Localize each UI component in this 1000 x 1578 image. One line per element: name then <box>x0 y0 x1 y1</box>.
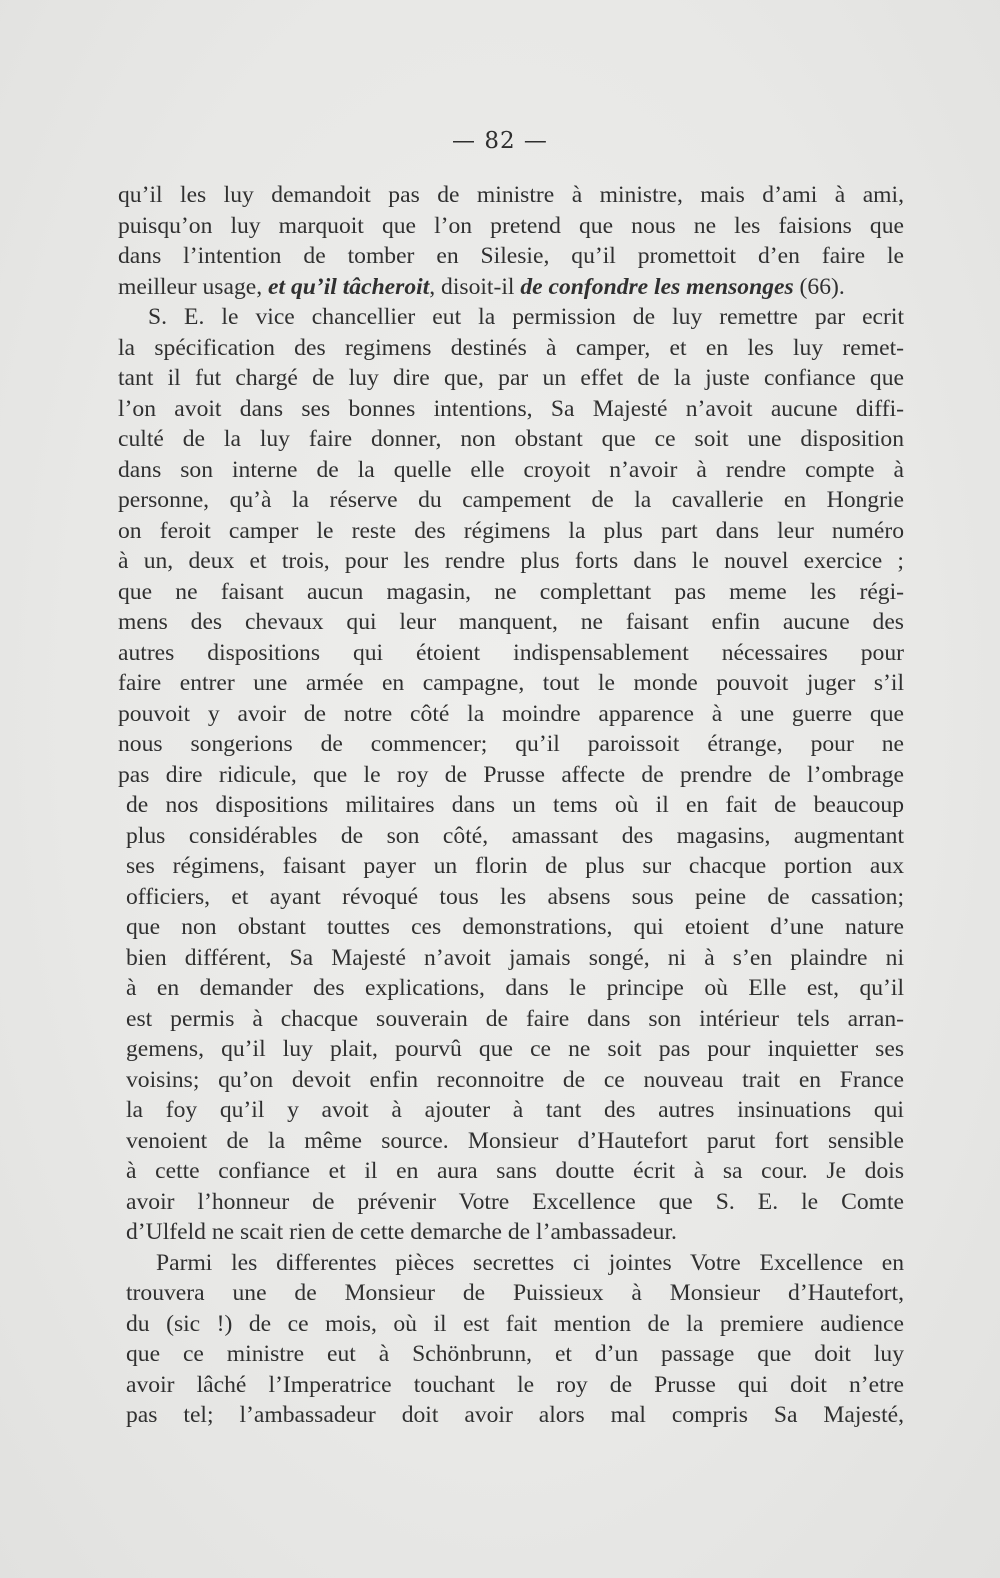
paragraph-start: Parmi les differentes pièces secrettes ci jointes Votre Excellence en <box>156 1249 904 1276</box>
text-line: mens des chevaux qui leur manquent, ne faisant enfin aucune des <box>118 609 904 635</box>
text-line: officiers, et ayant révoqué tous les absens sous peine de cassation; <box>126 883 904 910</box>
text-line: à cette confiance et il en aura sans doutte écrit à sa cour. Je dois <box>126 1158 904 1184</box>
body-text <box>118 180 904 1431</box>
text-line: pas tel; l’ambassadeur doit avoir alors mal compris Sa Majesté, <box>126 1402 904 1428</box>
text-line: trouvera une de Monsieur de Puissieux à Monsieur d’Hautefort, <box>126 1280 904 1306</box>
text-line: gemens, qu’il luy plait, pourvû que ce ne soit pas pour inquietter ses <box>126 1036 904 1062</box>
text-line: venoient de la même source. Monsieur d’Hautefort parut fort sensible <box>126 1127 904 1154</box>
text-line: d’Ulfeld ne scait rien de cette demarche de l’ambassadeur. <box>126 1219 677 1245</box>
text-line: que ne faisant aucun magasin, ne complettant pas meme les régi- <box>118 578 904 605</box>
text-line: la foy qu’il y avoit à ajouter à tant des autres insinuations qui <box>126 1097 904 1123</box>
text-line: pouvoit y avoir de notre côté la moindre apparence à une guerre que <box>118 700 904 727</box>
text-line: puisqu’on luy marquoit que l’on pretend que nous ne les faisions que <box>118 212 904 239</box>
text-line: dans l’intention de tomber en Silesie, qu’il promettoit d’en faire le <box>118 243 904 269</box>
text-line: avoir l’honneur de prévenir Votre Excellence que S. E. le Comte <box>126 1188 904 1215</box>
text-line: plus considérables de son côté, amassant des magasins, augmentant <box>126 822 904 849</box>
text-line: du (sic !) de ce mois, où il est fait mention de la premiere audience <box>126 1310 904 1337</box>
text-line: à en demander des explications, dans le principe où Elle est, qu’il <box>126 975 904 1001</box>
text-line: on feroit camper le reste des régimens la plus part dans leur numéro <box>118 517 904 544</box>
text-line: autres dispositions qui étoient indispensablement nécessaires pour <box>118 639 904 666</box>
text-line: qu’il les luy demandoit pas de ministre à ministre, mais d’ami à ami, <box>118 182 904 208</box>
text-line <box>118 272 904 303</box>
footnote-ref: (66). <box>793 273 845 300</box>
italic-quote: de confondre les mensonges <box>520 273 794 300</box>
text-segment: , disoit-il <box>429 273 521 300</box>
text-line: faire entrer une armée en campagne, tout le monde pouvoit juger s’il <box>118 670 904 696</box>
text-line: avoir lâché l’Imperatrice touchant le roy de Prusse qui doit n’etre <box>126 1371 904 1398</box>
text-line: de nos dispositions militaires dans un tems où il en fait de beaucoup <box>126 792 904 818</box>
italic-quote: et qu’il tâcheroit <box>268 273 430 300</box>
text-line: à un, deux et trois, pour les rendre plus forts dans le nouvel exercice ; <box>118 548 904 574</box>
text-line: dans son interne de la quelle elle croyoit n’avoir à rendre compte à <box>118 456 904 483</box>
text-line: voisins; qu’on devoit enfin reconnoitre de ce nouveau trait en France <box>126 1066 904 1093</box>
paragraph-start: S. E. le vice chancellier eut la permission de luy remettre par ecrit <box>148 304 904 330</box>
text-line: ses régimens, faisant payer un florin de plus sur chacque portion aux <box>126 853 904 879</box>
page-number: — 82 — <box>452 128 548 154</box>
text-line: personne, qu’à la réserve du campement de la cavallerie en Hongrie <box>118 487 904 513</box>
text-line: pas dire ridicule, que le roy de Prusse affecte de prendre de l’ombrage <box>118 761 904 788</box>
text-line: la spécification des regimens destinés à camper, et en les luy remet- <box>118 334 904 361</box>
text-segment: meilleur usage, <box>118 273 269 300</box>
text-line: tant il fut chargé de luy dire que, par un effet de la juste confiance que <box>118 365 904 391</box>
text-line: culté de la luy faire donner, non obstant que ce soit une disposition <box>118 426 904 452</box>
text-line: que non obstant touttes ces demonstrations, qui etoient d’une nature <box>126 914 904 940</box>
text-line: bien différent, Sa Majesté n’avoit jamais songé, ni à s’en plaindre ni <box>126 944 904 971</box>
text-line: que ce ministre eut à Schönbrunn, et d’un passage que doit luy <box>126 1341 904 1367</box>
text-line: nous songerions de commencer; qu’il paroissoit étrange, pour ne <box>118 731 904 757</box>
text-line: est permis à chacque souverain de faire dans son intérieur tels arran- <box>126 1005 904 1032</box>
text-line: l’on avoit dans ses bonnes intentions, Sa Majesté n’avoit aucune diffi- <box>118 395 904 422</box>
